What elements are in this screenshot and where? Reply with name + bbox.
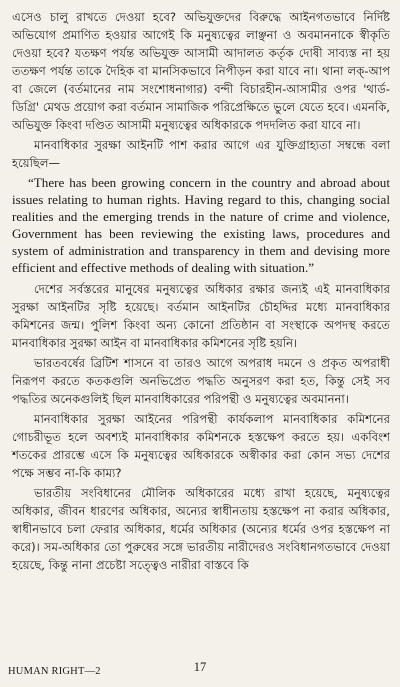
paragraph-1: এসেও চালু রাখতে দেওয়া হবে? অভিযুক্তদের বিরুদ্ধে আইনগতভাবে নির্দিষ্ট অভিযোগ প্রমাণিত হওয়ার আগেই কি মনুষ্যত্বের লাঞ্ছনা ও অবমাননাকে স্বীকৃতি দেওয়া হবে? যতক্ষণ পর্যন্ত অভিযুক্ত আসামী আদালত কর্তৃক দোষী সাব্যস্ত না হয় ততক্ষণ পর্যন্ত তাকে দৈহিক বা মানসিকভাবে নিপীড়ন করা যাবে না। থানা লক্-আপ বা জেলে (বর্তমানের নাম সংশোধনাগার) বন্দী বিচারহীন-আসামীর ওপর 'থার্ড-ডিগ্রি' মেথড প্রয়োগ করা বর্তমান সামাজিক পরিপ্রেক্ষিতে ভুলে যেতে হবে। এমনকি, অভিযুক্ত কিংবা দণ্ডিত আসামী মনুষ্যত্বের অধিকারকে পদদলিত করা যাবে না। bbox=[12, 10, 390, 132]
paragraph-3: দেশের সর্বস্তরের মানুষের মনুষ্যত্বের অধিকার রক্ষার জন্যই এই মানবাধিকার সুরক্ষা আইনটির সৃষ্টি হয়েছে। বর্তমান আইনটির চৌহদ্দির মধ্যে মানবাধিকার কমিশনের জন্ম। পুলিশ কিংবা অন্য কোনো প্রতিষ্ঠান বা সংস্থাকে অপদস্থ করতে মানবাধিকার সুরক্ষা আইন বা মানবাধিকার কমিশনের সৃষ্টি হয়নি। bbox=[12, 282, 390, 350]
block-quote: “There has been growing concern in the country and abroad about issues relating to human rights. Having regard to this, changing social realities and the emerging trends in the nature of crime and violence, Government has been reviewing the existing laws, procedures and system of administration and transparency in them and devising more efficient and effective methods of dealing with situation.” bbox=[12, 175, 390, 275]
page-footer bbox=[0, 659, 400, 677]
page-number: 17 bbox=[193, 660, 207, 674]
running-head: HUMAN RIGHT—2 bbox=[8, 666, 101, 677]
paragraph-5: মানবাধিকার সুরক্ষা আইনের পরিপন্থী কার্যকলাপ মানবাধিকার কমিশনের গোচরীভূত হলে অবশ্যই মানবাধিকার কমিশনকে হস্তক্ষেপ করতে হয়। একবিংশ শতকের প্রারম্ভে এসে কি মনুষ্যত্বের অধিকারকে অস্বীকার করা কোন সভ্য দেশের পক্ষে সম্ভব না-কি কাম্য? bbox=[12, 412, 390, 480]
paragraph-6: ভারতীয় সংবিধানের মৌলিক অধিকারের মধ্যে রাখা হয়েছে, মনুষ্যত্বের অধিকার, জীবন ধারণের অধিকার, অন্যের স্বাধীনতায় হস্তক্ষেপ না করার অধিকার, স্বাধীনভাবে চলা ফেরার অধিকার, ধর্মের অধিকার (অন্যের ধর্মের ওপর হস্তক্ষেপ না করে)। সম-অধিকার তো পুরুষের সঙ্গে ভারতীয় নারীদেরও সংবিধানগতভাবে দেওয়া হয়েছে, কিন্তু নানা প্রচেষ্টা সত্ত্বেও নারীরা বাস্তবে কি bbox=[12, 486, 390, 572]
paragraph-2: মানবাধিকার সুরক্ষা আইনটি পাশ করার আগে এর যুক্তিগ্রাহ্যতা সম্বন্ধে বলা হয়েছিল— bbox=[12, 138, 390, 170]
paragraph-4: ভারতবর্ষের ব্রিটিশ শাসনে বা তারও আগে অপরাধ দমনে ও প্রকৃত অপরাধী নিরূপণ করতে কতকগুলি অনভিপ্রেত পদ্ধতি অনুসরণ করা হত, কিন্তু সেই সব পদ্ধতির অনেকগুলিই ছিল মানবাধিকারের পরিপন্থী ও মনুষ্যত্বের অবমাননা। bbox=[12, 356, 390, 406]
